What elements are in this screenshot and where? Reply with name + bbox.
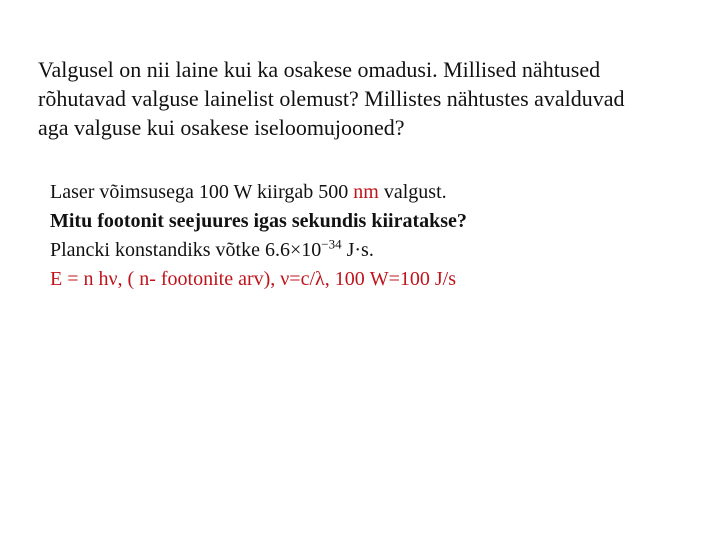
formula-hint: E = n hν, ( n- footonite arv), ν=c/λ, 100 W=100 J/s xyxy=(50,268,456,290)
task-line-planck xyxy=(50,236,710,265)
question-line-1: Valgusel on nii laine kui ka osakese omadusi. Millised nähtused xyxy=(38,57,601,82)
planck-exponent: −34 xyxy=(321,236,342,252)
wavelength-unit: nm xyxy=(353,181,379,203)
task-line-laser-end: valgust. xyxy=(378,181,447,203)
question-line-3: aga valguse kui osakese iseloomujooned? xyxy=(38,115,405,140)
task-line-laser xyxy=(50,178,710,207)
planck-text: Plancki konstandiks võtke 6.6×10 xyxy=(50,239,322,261)
question-text xyxy=(38,55,708,142)
planck-unit: J·s. xyxy=(341,239,374,261)
task-line-laser-text: Laser võimsusega 100 W kiirgab 500 xyxy=(50,181,354,203)
question-line-2: rõhutavad valguse lainelist olemust? Millistes nähtustes avalduvad xyxy=(38,86,625,111)
task-question: Mitu footonit seejuures igas sekundis kiiratakse? xyxy=(50,210,467,232)
task-block xyxy=(50,178,710,294)
